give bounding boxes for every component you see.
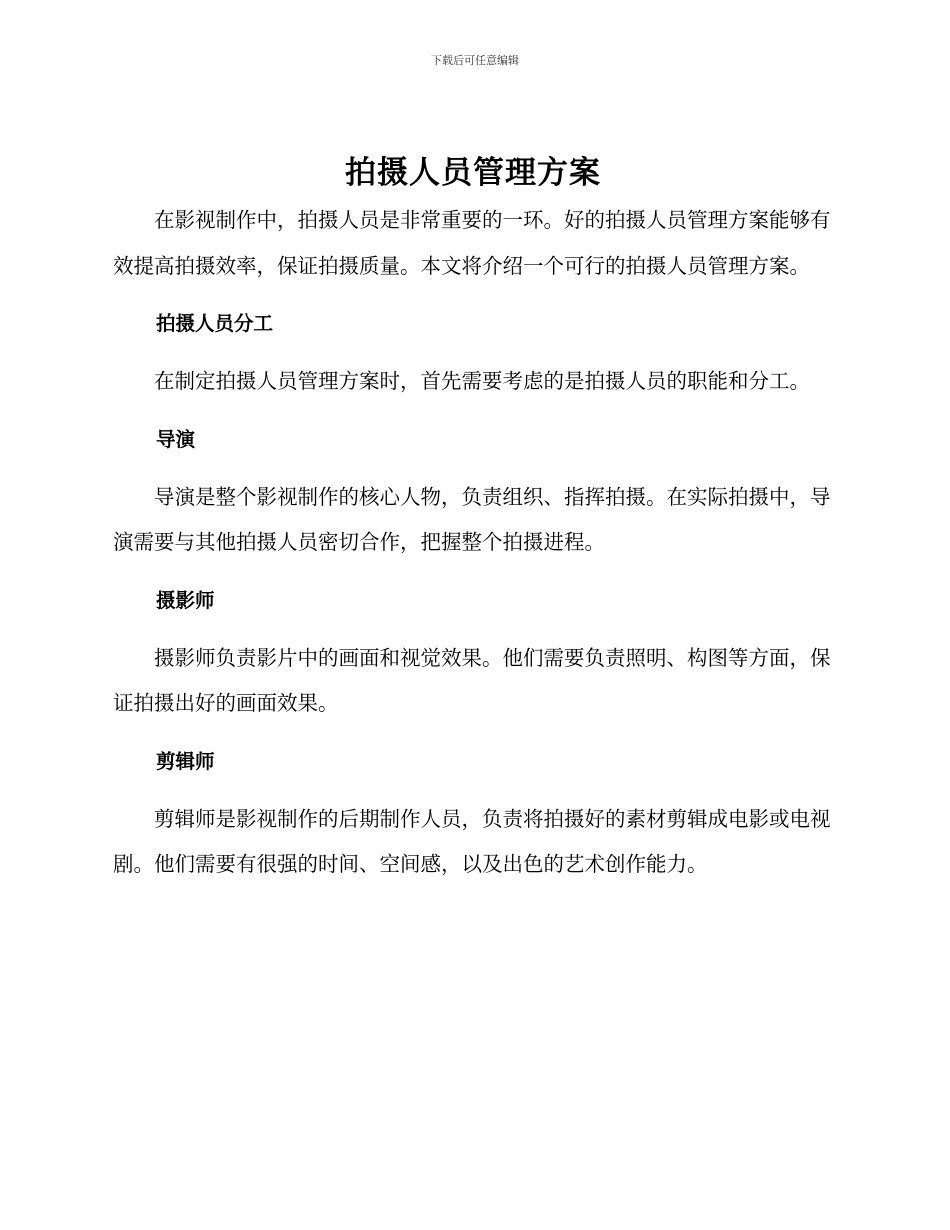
section-paragraph-director: 导演是整个影视制作的核心人物，负责组织、指挥拍摄。在实际拍摄中，导演需要与其他拍摄人员密切合作，把握整个拍摄进程。 — [113, 484, 831, 554]
intro-paragraph: 在影视制作中，拍摄人员是非常重要的一环。好的拍摄人员管理方案能够有效提高拍摄效率，保证拍摄质量。本文将介绍一个可行的拍摄人员管理方案。 — [113, 208, 831, 278]
page-header: 下载后可任意编辑 — [431, 54, 519, 67]
section-heading-editor: 剪辑师 — [156, 749, 215, 773]
section-heading-division: 拍摄人员分工 — [156, 312, 274, 335]
document-body — [113, 148, 833, 888]
section-paragraph-editor: 剪辑师是影视制作的后期制作人员，负责将拍摄好的素材剪辑成电影或电视剧。他们需要有很强的时间、空间感，以及出色的艺术创作能力。 — [113, 806, 831, 876]
document-title: 拍摄人员管理方案 — [345, 155, 601, 191]
section-paragraph-cinematographer: 摄影师负责影片中的画面和视觉效果。他们需要负责照明、构图等方面，保证拍摄出好的画面效果。 — [113, 645, 831, 715]
section-heading-director: 导演 — [156, 427, 196, 451]
section-heading-cinematographer: 摄影师 — [156, 588, 215, 612]
section-paragraph-division: 在制定拍摄人员管理方案时，首先需要考虑的是拍摄人员的职能和分工。 — [154, 369, 810, 393]
